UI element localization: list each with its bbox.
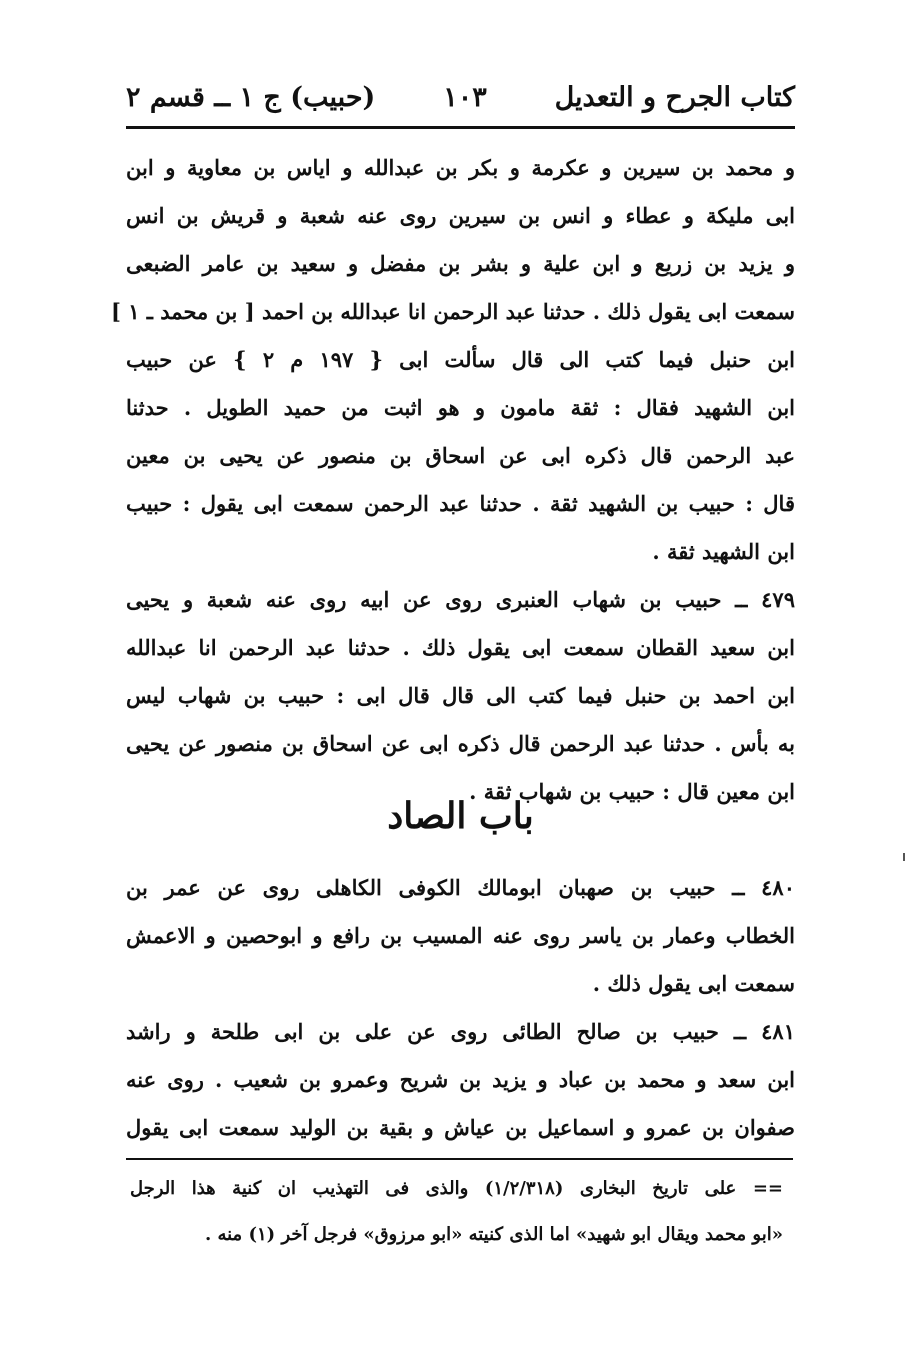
text-line: ابن سعد و محمد بن عباد و يزيد بن شريح وعمرو بن شعيب . روى عنه	[126, 1067, 795, 1092]
header-rule	[126, 126, 795, 129]
text-line: عبد الرحمن قال ذكره ابى عن اسحاق بن منصور عن يحيى بن معين	[126, 443, 795, 468]
footnote-line: == على تاريخ البخارى (١/٢/٣١٨) والذى فى التهذيب ان كنية هذا الرجل	[130, 1178, 783, 1199]
text-line: ٤٧٩ ــ حبيب بن شهاب العنبرى روى عن ابيه روى عنه شعبة و يحيى	[126, 587, 795, 612]
text-line: به بأس . حدثنا عبد الرحمن قال ذكره ابى عن اسحاق بن منصور عن يحيى	[126, 731, 795, 756]
scan-edge-mark	[903, 853, 905, 861]
text-line: و محمد بن سيرين و عكرمة و بكر بن عبدالله و اياس بن معاوية و ابن	[126, 155, 795, 180]
text-line: ابن الشهيد ثقة .	[652, 539, 795, 564]
text-line: ابن معين قال : حبيب بن شهاب ثقة .	[469, 779, 795, 804]
text-line: ٤٨٠ ــ حبيب بن صهبان ابومالك الكوفى الكاهلى روى عن عمر بن	[126, 875, 795, 900]
entry-480	[126, 864, 795, 1008]
footnote-line: «ابو محمد ويقال ابو شهيد» اما الذى كنيته «ابو مرزوق» فرجل آخر (١) منه .	[204, 1224, 783, 1245]
text-line: الخطاب وعمار بن ياسر روى عنه المسيب بن رافع و ابوحصين و الاعمش	[126, 923, 795, 948]
text-line: ابن سعيد القطان سمعت ابى يقول ذلك . حدثنا عبد الرحمن انا عبدالله	[126, 635, 795, 660]
text-line: ابن الشهيد فقال : ثقة مامون و هو اثبت من حميد الطويل . حدثنا	[126, 395, 795, 420]
text-line: و يزيد بن زريع و ابن علية و بشر بن مفضل و سعيد بن عامر الضبعى	[126, 251, 795, 276]
text-line: صفوان بن عمرو و اسماعيل بن عياش و بقية بن الوليد سمعت ابى يقول	[126, 1115, 795, 1140]
text-line: ٤٨١ ــ حبيب بن صالح الطائى روى عن على بن ابى طلحة و راشد	[126, 1019, 795, 1044]
page-header	[126, 72, 795, 122]
section-title: باب الصاد	[387, 795, 534, 837]
volume-label: (حبيب) ج ١ ــ قسم ٢	[126, 81, 376, 113]
text-line: سمعت ابى يقول ذلك .	[592, 971, 795, 996]
footnote-rule	[126, 1158, 793, 1160]
entry-481	[126, 1008, 795, 1152]
text-line: ابن احمد بن حنبل فيما كتب الى قال قال ابى : حبيب بن شهاب ليس	[126, 683, 795, 708]
footnotes	[130, 1166, 783, 1258]
entry-479	[126, 576, 795, 816]
book-title: كتاب الجرح و التعديل	[554, 81, 795, 113]
text-line: سمعت ابى يقول ذلك . حدثنا عبد الرحمن انا عبدالله بن احمد [ بن محمد ـ ١ ]	[110, 299, 795, 324]
entry-continuation	[110, 144, 796, 576]
text-line: قال : حبيب بن الشهيد ثقة . حدثنا عبد الرحمن سمعت ابى يقول : حبيب	[126, 491, 795, 516]
text-line: ابن حنبل فيما كتب الى قال سألت ابى { ١٩٧ م ٢ } عن حبيب	[126, 347, 796, 372]
text-line: ابى مليكة و عطاء و انس بن سيرين روى عنه شعبة و قريش بن انس	[126, 203, 795, 228]
page-number: ١٠٣	[443, 81, 487, 113]
